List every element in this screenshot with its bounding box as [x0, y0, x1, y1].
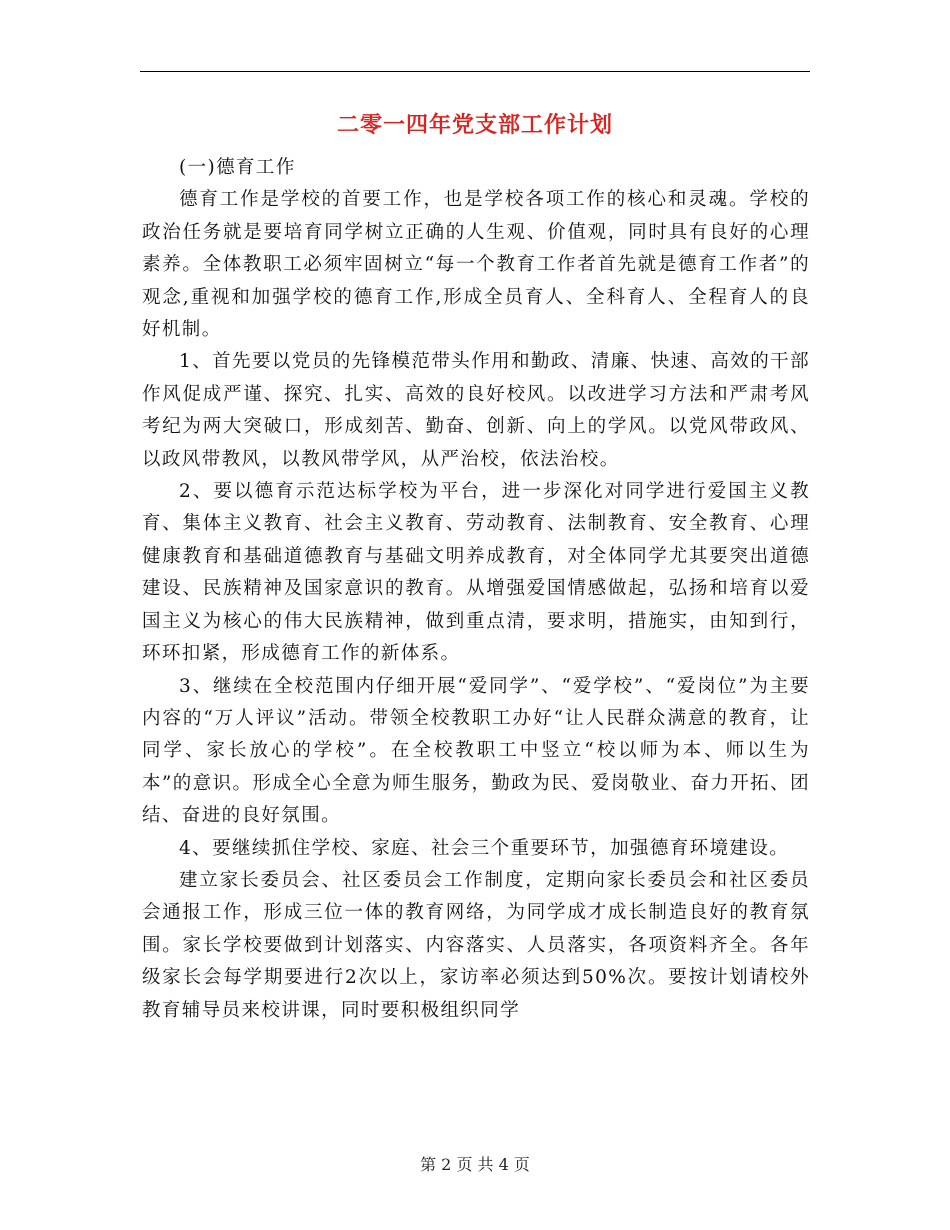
- document-title: 二零一四年党支部工作计划: [336, 113, 613, 138]
- body-paragraph: 1、首先要以党员的先锋模范带头作用和勤政、清廉、快速、高效的干部作风促成严谨、探究、扎实、高效的良好校风。以改进学习方法和严肃考风考纪为两大突破口，形成刻苦、勤奋、创新、向上的学风。以党风带政风、以政风带教风，以教风带学风，从严治校，依法治校。: [142, 351, 810, 470]
- document-body: [142, 152, 810, 1027]
- body-paragraph: 3、继续在全校范围内仔细开展“爱同学”、“爱学校”、“爱岗位”为主要内容的“万人评议”活动。带领全校教职工办好“让人民群众满意的教育，让同学、家长放心的学校”。在全校教职工中竖立“校以师为本、师以生为本”的意识。形成全心全意为师生服务，勤政为民、爱岗敬业、奋力开拓、团结、奋进的良好氛围。: [142, 675, 810, 827]
- body-paragraph: 4、要继续抓住学校、家庭、社会三个重要环节，加强德育环境建设。: [179, 837, 790, 859]
- body-paragraph: 德育工作是学校的首要工作，也是学校各项工作的核心和灵魂。学校的政治任务就是要培育同学树立正确的人生观、价值观，同时具有良好的心理素养。全体教职工必须牢固树立“每一个教育工作者首先就是德育工作者”的观念,重视和加强学校的德育工作,形成全员育人、全科育人、全程育人的良好机制。: [142, 189, 810, 341]
- section-heading: (一)德育工作: [179, 157, 296, 178]
- page-footer: [0, 1155, 950, 1175]
- body-paragraph: 建立家长委员会、社区委员会工作制度，定期向家长委员会和社区委员会通报工作，形成三位一体的教育网络，为同学成才成长制造良好的教育氛围。家长学校要做到计划落实、内容落实、人员落实，各项资料齐全。各年级家长会每学期要进行2次以上，家访率必须达到50%次。要按计划请校外教育辅导员来校讲课，同时要积极组织同学: [142, 869, 810, 1021]
- header-rule: [140, 71, 810, 72]
- body-paragraph: 2、要以德育示范达标学校为平台，进一步深化对同学进行爱国主义教育、集体主义教育、社会主义教育、劳动教育、法制教育、安全教育、心理健康教育和基础道德教育与基础文明养成教育，对全体同学尤其要突出道德建设、民族精神及国家意识的教育。从增强爱国情感做起，弘扬和培育以爱国主义为核心的伟大民族精神，做到重点清，要求明，措施实，由知到行，环环扣紧，形成德育工作的新体系。: [142, 481, 810, 665]
- page-number-label: 第 2 页 共 4 页: [420, 1155, 530, 1174]
